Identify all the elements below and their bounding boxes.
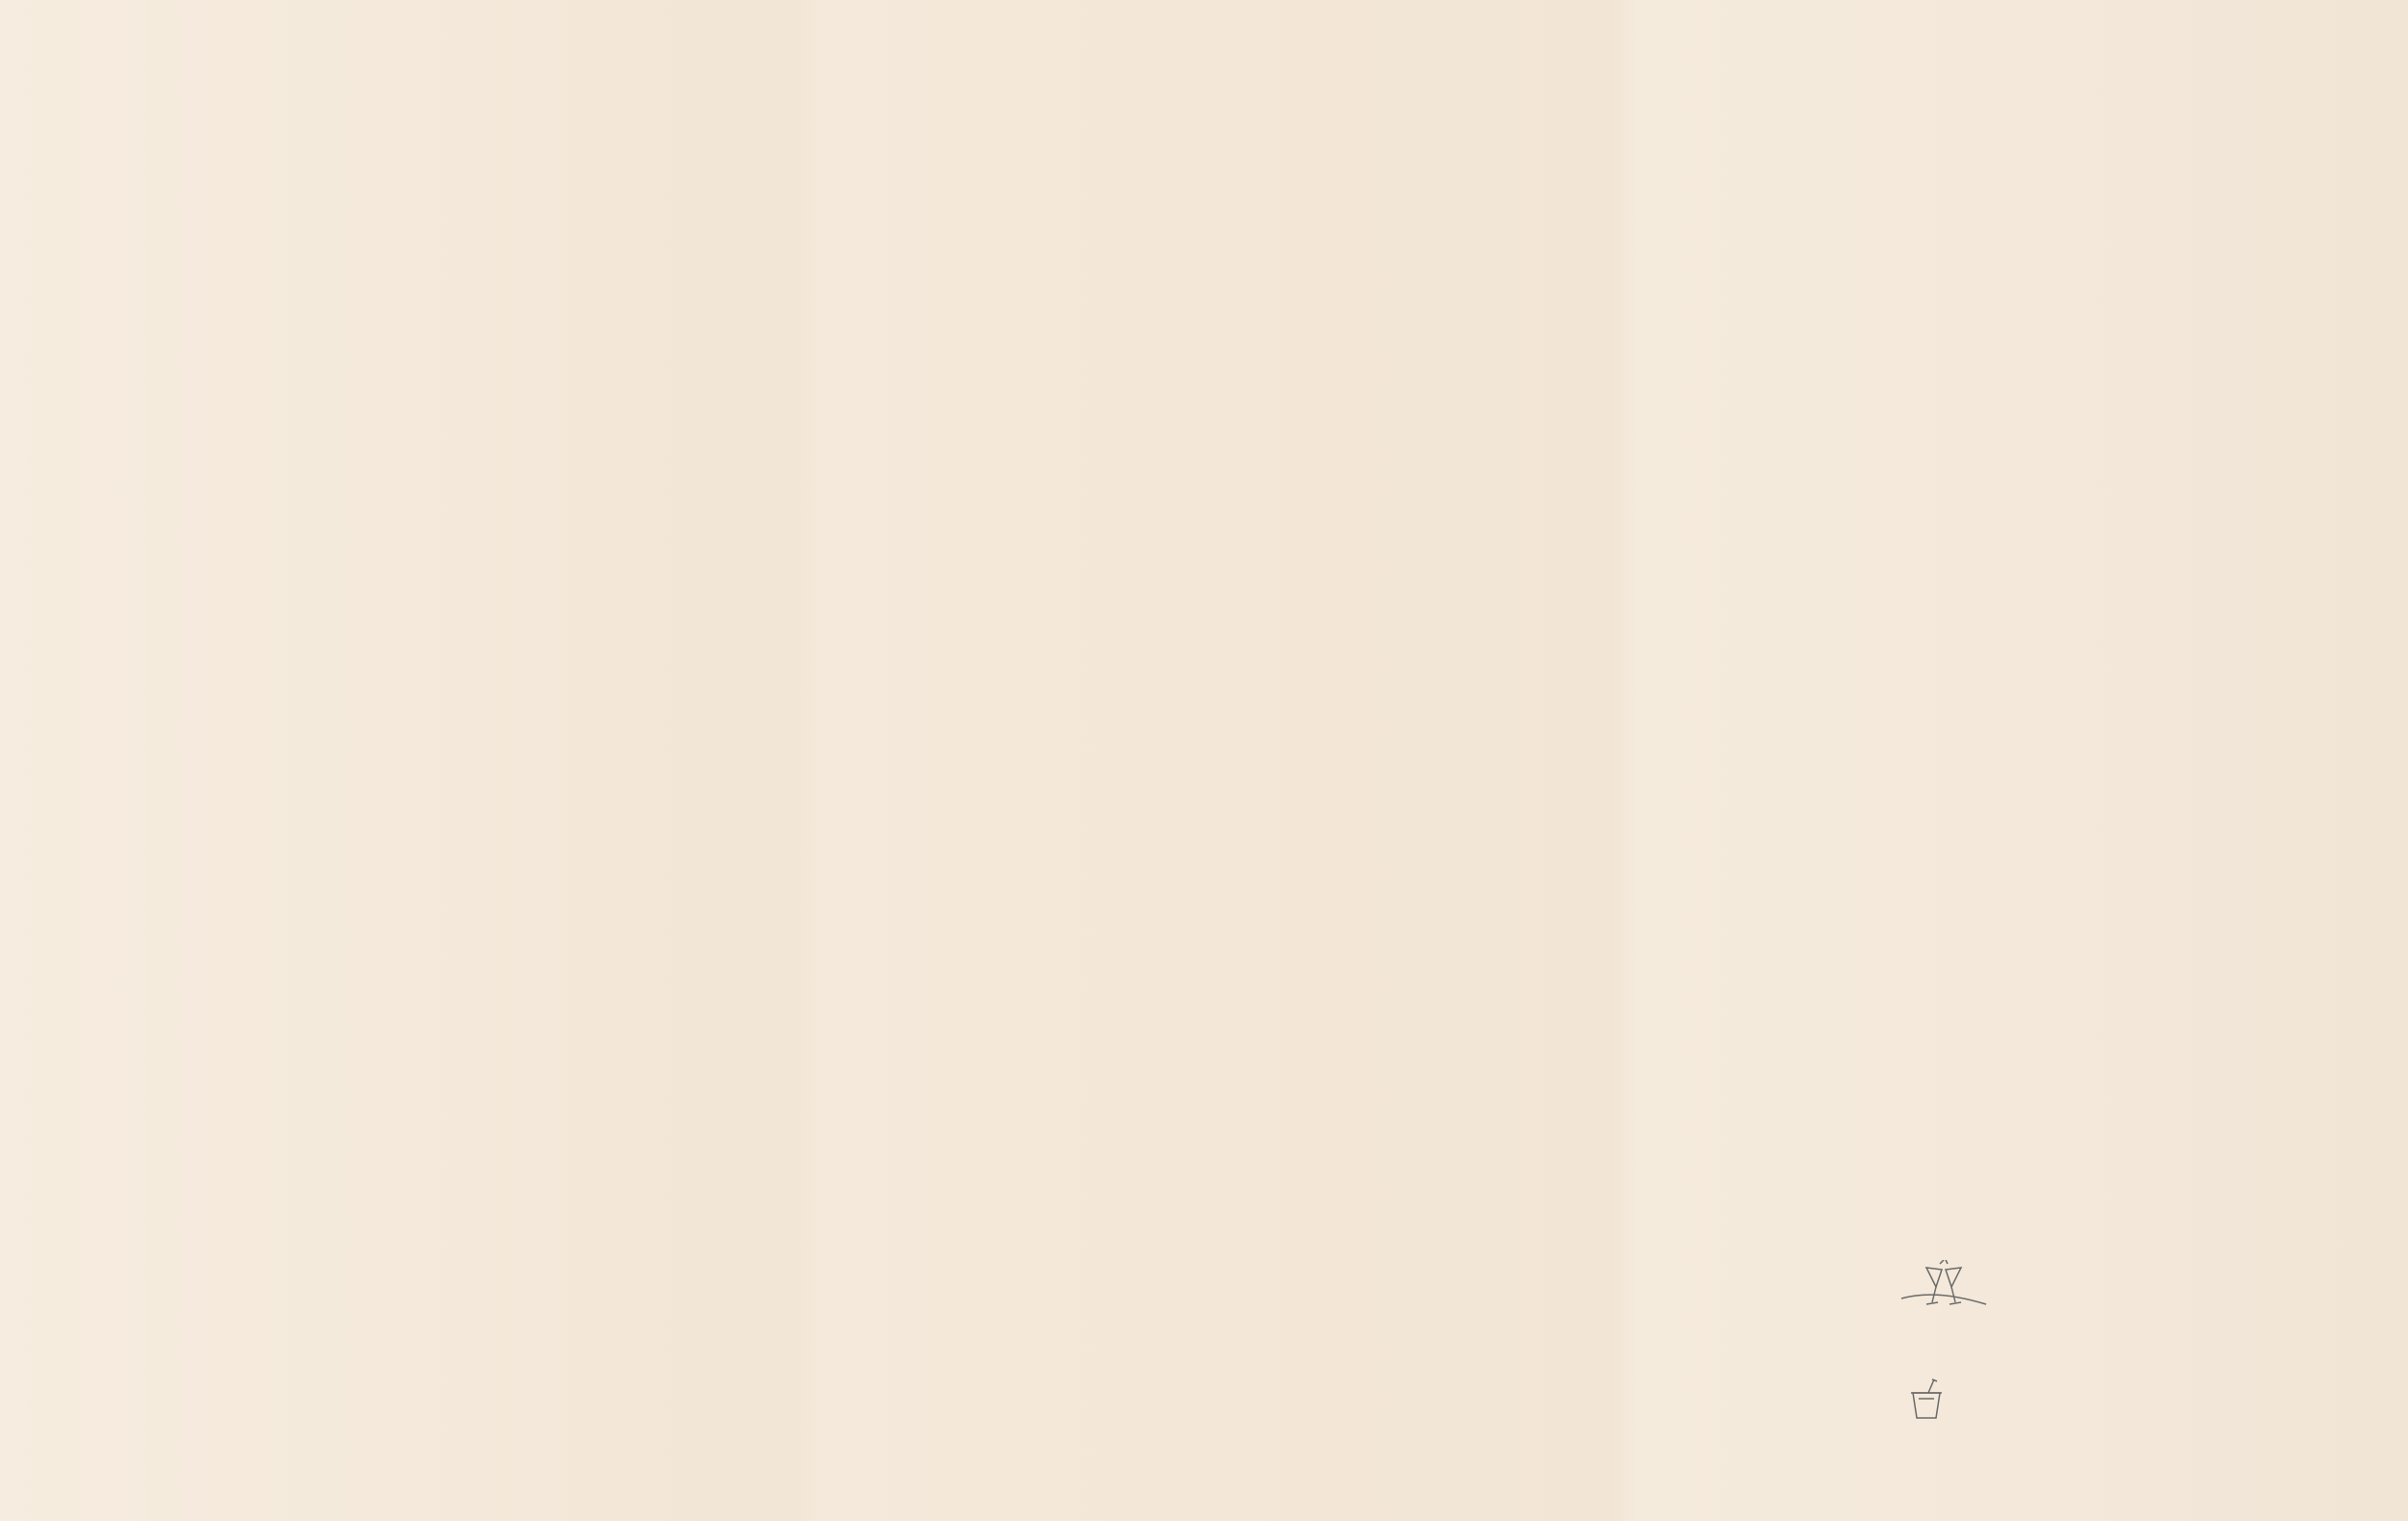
champagne-glasses-icon [1898,1260,1990,1314]
ice-bucket-icon [1907,1377,1946,1420]
